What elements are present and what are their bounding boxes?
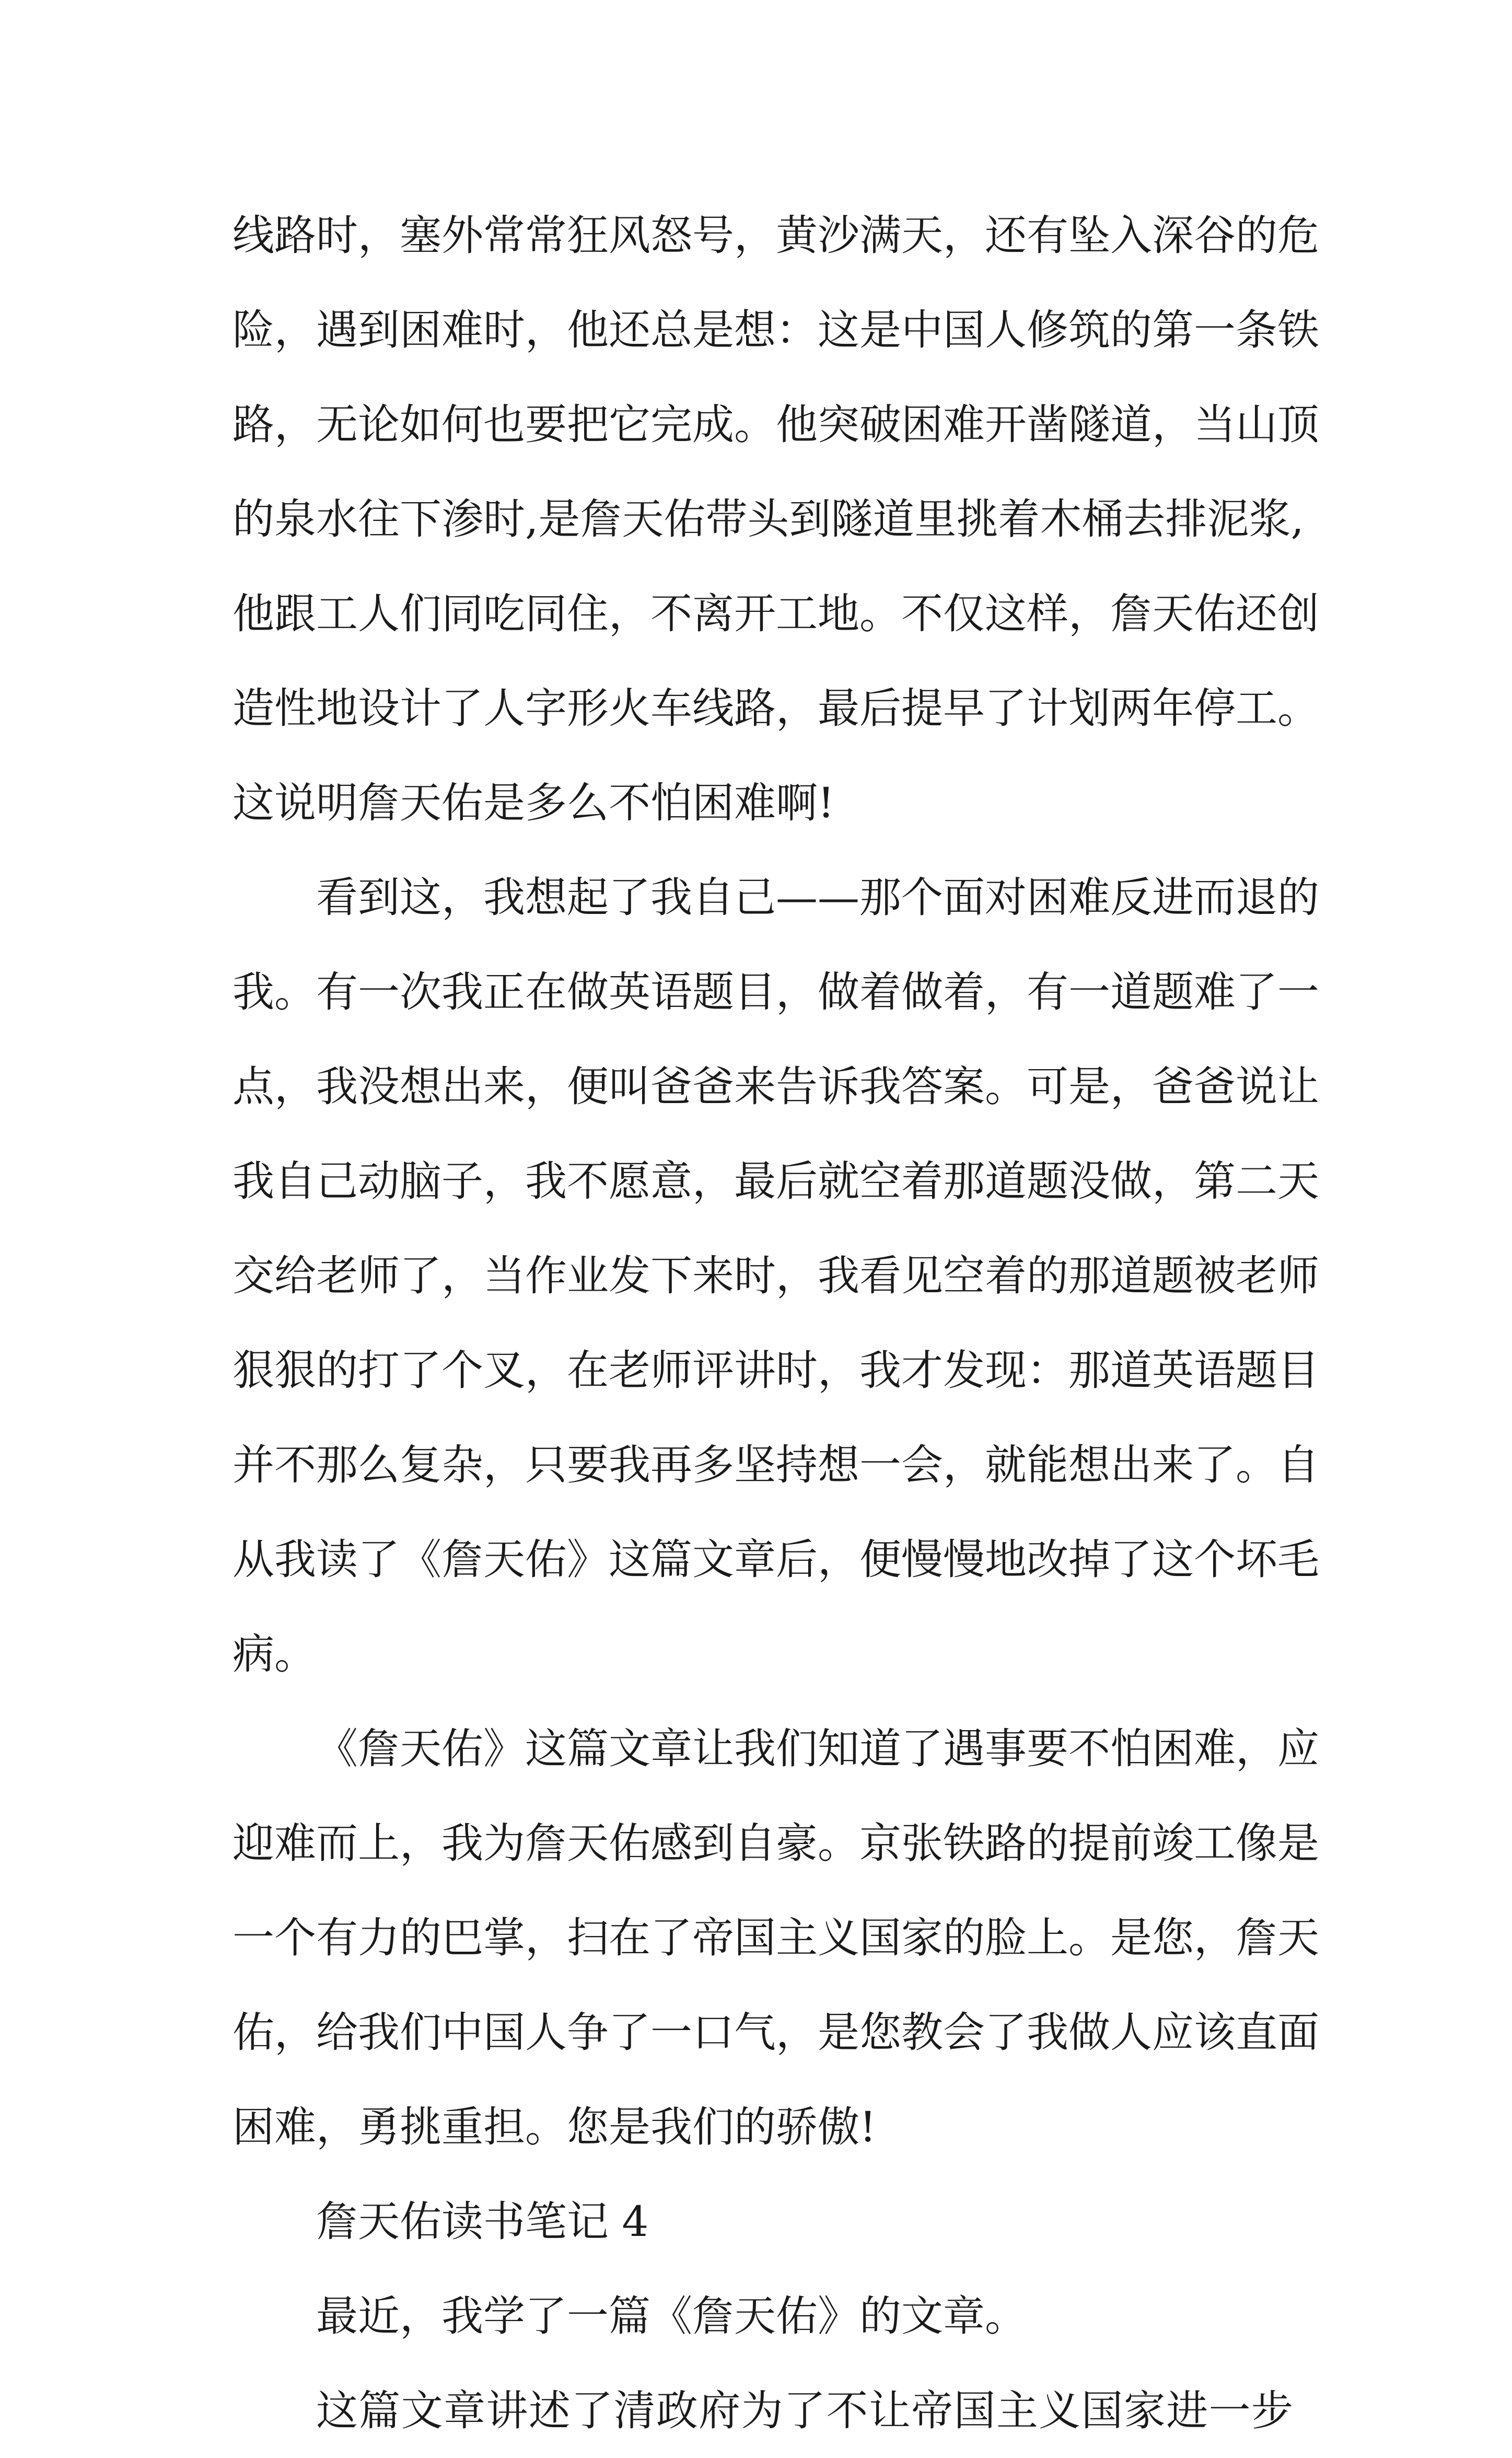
text-line: 我。有一次我正在做英语题目，做着做着，有一道题难了一 (232, 968, 1319, 1016)
text-line: 的泉水往下渗时,是詹天佑带头到隧道里挑着木桶去排泥浆, (232, 495, 1304, 543)
body-text (232, 188, 1319, 2458)
text-line: 病。 (232, 1630, 316, 1678)
text-line: 困难，勇挑重担。您是我们的骄傲! (232, 2103, 877, 2151)
paragraph-first-line: 这篇文章讲述了清政府为了不让帝国主义国家进一步 (316, 2386, 1293, 2435)
text-line: 他跟工人们同吃同住，不离开工地。不仅这样，詹天佑还创 (232, 589, 1319, 638)
text-line: 点，我没想出来，便叫爸爸来告诉我答案。可是，爸爸说让 (232, 1062, 1319, 1111)
text-line: 这说明詹天佑是多么不怕困难啊! (232, 779, 835, 827)
text-line: 迎难而上，我为詹天佑感到自豪。京张铁路的提前竣工像是 (232, 1819, 1319, 1868)
text-line: 线路时，塞外常常狂风怒号，黄沙满天，还有坠入深谷的危 (232, 211, 1319, 260)
paragraph-first-line: 看到这，我想起了我自己——那个面对困难反进而退的 (316, 873, 1319, 922)
text-line: 狠狠的打了个叉，在老师评讲时，我才发现：那道英语题目 (232, 1346, 1319, 1395)
text-line: 我自己动脑子，我不愿意，最后就空着那道题没做，第二天 (232, 1157, 1319, 1205)
section-heading: 詹天佑读书笔记 4 (316, 2197, 649, 2246)
text-line: 佑，给我们中国人争了一口气，是您教会了我做人应该直面 (232, 2008, 1319, 2057)
text-line: 从我读了《詹天佑》这篇文章后，便慢慢地改掉了这个坏毛 (232, 1535, 1319, 1584)
text-line: 一个有力的巴掌，扫在了帝国主义国家的脸上。是您，詹天 (232, 1914, 1319, 1962)
text-line: 路，无论如何也要把它完成。他突破困难开凿隧道，当山顶 (232, 400, 1319, 449)
paragraph-first-line: 《詹天佑》这篇文章让我们知道了遇事要不怕困难，应 (316, 1724, 1319, 1773)
text-line: 交给老师了，当作业发下来时，我看见空着的那道题被老师 (232, 1251, 1319, 1300)
text-line: 险，遇到困难时，他还总是想：这是中国人修筑的第一条铁 (232, 306, 1319, 354)
text-line: 造性地设计了人字形火车线路，最后提早了计划两年停工。 (232, 684, 1319, 733)
paragraph-first-line: 最近，我学了一篇《詹天佑》的文章。 (316, 2292, 1027, 2340)
text-line: 并不那么复杂，只要我再多坚持想一会，就能想出来了。自 (232, 1441, 1319, 1489)
